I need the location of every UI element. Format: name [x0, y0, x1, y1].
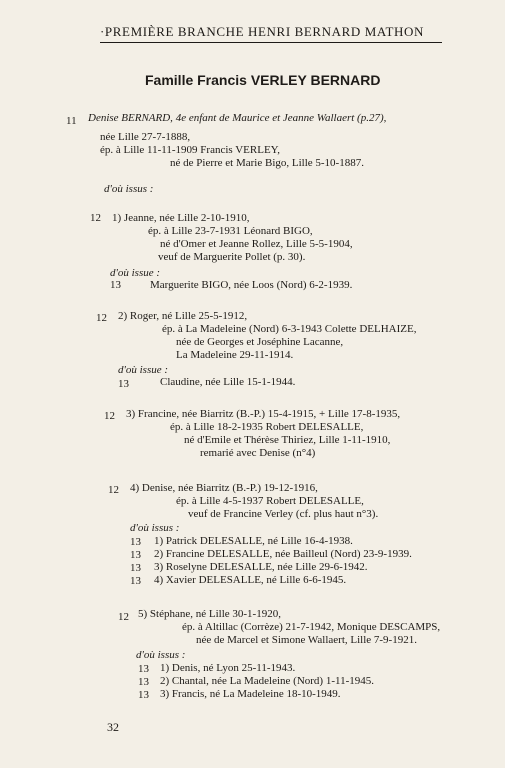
- generation-number: 13: [138, 689, 149, 701]
- generation-number: 13: [130, 575, 141, 587]
- entry-line: 1) Jeanne, née Lille 2-10-1910,: [112, 212, 250, 224]
- issue-label: d'où issue :: [118, 364, 169, 376]
- generation-number: 13: [138, 676, 149, 688]
- entry-line: veuf de Marguerite Pollet (p. 30).: [158, 251, 306, 263]
- entry-line: ép. à Altillac (Corrèze) 21-7-1942, Monique DESCAMPS,: [182, 621, 441, 633]
- issue-label: d'où issus :: [130, 522, 180, 534]
- entry-line: ép. à Lille 18-2-1935 Robert DELESALLE,: [170, 421, 364, 433]
- entry-line: [88, 112, 386, 125]
- generation-number: 12: [104, 410, 115, 422]
- entry-line: ép. à Lille 11-11-1909 Francis VERLEY,: [100, 144, 280, 156]
- generation-number: 13: [130, 536, 141, 548]
- entry-line: La Madeleine 29-11-1914.: [176, 349, 294, 361]
- list-item: 3) Francis, né La Madeleine 18-10-1949.: [160, 688, 341, 700]
- header-rule: [100, 42, 442, 43]
- issue-label: d'où issus :: [104, 183, 154, 195]
- entry-line: née de Marcel et Simone Wallaert, Lille 7-9-1921.: [196, 634, 417, 646]
- page-title: Famille Francis VERLEY BERNARD: [145, 72, 381, 88]
- generation-number: 13: [138, 663, 149, 675]
- entry-line: 2) Roger, né Lille 25-5-1912,: [118, 310, 248, 322]
- entry-line: ép. à Lille 4-5-1937 Robert DELESALLE,: [176, 495, 364, 507]
- generation-number: 11: [66, 115, 77, 127]
- entry-line: né d'Emile et Thérèse Thiriez, Lille 1-11-1910,: [184, 434, 391, 446]
- entry-line: né de Pierre et Marie Bigo, Lille 5-10-1887.: [170, 157, 364, 169]
- list-item: 4) Xavier DELESALLE, né Lille 6-6-1945.: [154, 574, 347, 586]
- entry-line: Marguerite BIGO, née Loos (Nord) 6-2-1939.: [150, 279, 353, 291]
- entry-line: 5) Stéphane, né Lille 30-1-1920,: [138, 608, 281, 620]
- entry-line: 3) Francine, née Biarritz (B.-P.) 15-4-1915, + Lille 17-8-1935,: [126, 408, 401, 420]
- entry-line: ép. à La Madeleine (Nord) 6-3-1943 Colette DELHAIZE,: [162, 323, 417, 335]
- entry-line: remarié avec Denise (n°4): [200, 447, 316, 459]
- generation-number: 13: [130, 562, 141, 574]
- generation-number: 12: [108, 484, 119, 496]
- generation-number: 13: [110, 279, 121, 291]
- entry-line: née Lille 27-7-1888,: [100, 131, 191, 143]
- issue-label: d'où issue :: [110, 267, 161, 279]
- running-header: ·PREMIÈRE BRANCHE HENRI BERNARD MATHON: [100, 24, 424, 39]
- entry-line: Claudine, née Lille 15-1-1944.: [160, 376, 296, 388]
- list-item: 2) Chantal, née La Madeleine (Nord) 1-11-1945.: [160, 675, 375, 687]
- entry-line: ép. à Lille 23-7-1931 Léonard BIGO,: [148, 225, 313, 237]
- generation-number: 12: [118, 611, 129, 623]
- page-number: 32: [107, 720, 119, 734]
- generation-number: 12: [90, 212, 101, 224]
- entry-name: Denise BERNARD,: [88, 112, 173, 124]
- list-item: 3) Roselyne DELESALLE, née Lille 29-6-1942.: [154, 561, 368, 573]
- list-item: 2) Francine DELESALLE, née Bailleul (Nord) 23-9-1939.: [154, 548, 412, 560]
- entry-line: veuf de Francine Verley (cf. plus haut n°3).: [188, 508, 379, 520]
- generation-number: 12: [96, 312, 107, 324]
- list-item: 1) Patrick DELESALLE, né Lille 16-4-1938.: [154, 535, 353, 547]
- list-item: 1) Denis, né Lyon 25-11-1943.: [160, 662, 296, 674]
- generation-number: 13: [130, 549, 141, 561]
- generation-number: 13: [118, 378, 129, 390]
- issue-label: d'où issus :: [136, 649, 186, 661]
- entry-line: né d'Omer et Jeanne Rollez, Lille 5-5-1904,: [160, 238, 353, 250]
- entry-parents: 4e enfant de Maurice et Jeanne Wallaert (p.27),: [172, 112, 387, 124]
- entry-line: née de Georges et Joséphine Lacanne,: [176, 336, 344, 348]
- entry-line: 4) Denise, née Biarritz (B.-P.) 19-12-1916,: [130, 482, 318, 494]
